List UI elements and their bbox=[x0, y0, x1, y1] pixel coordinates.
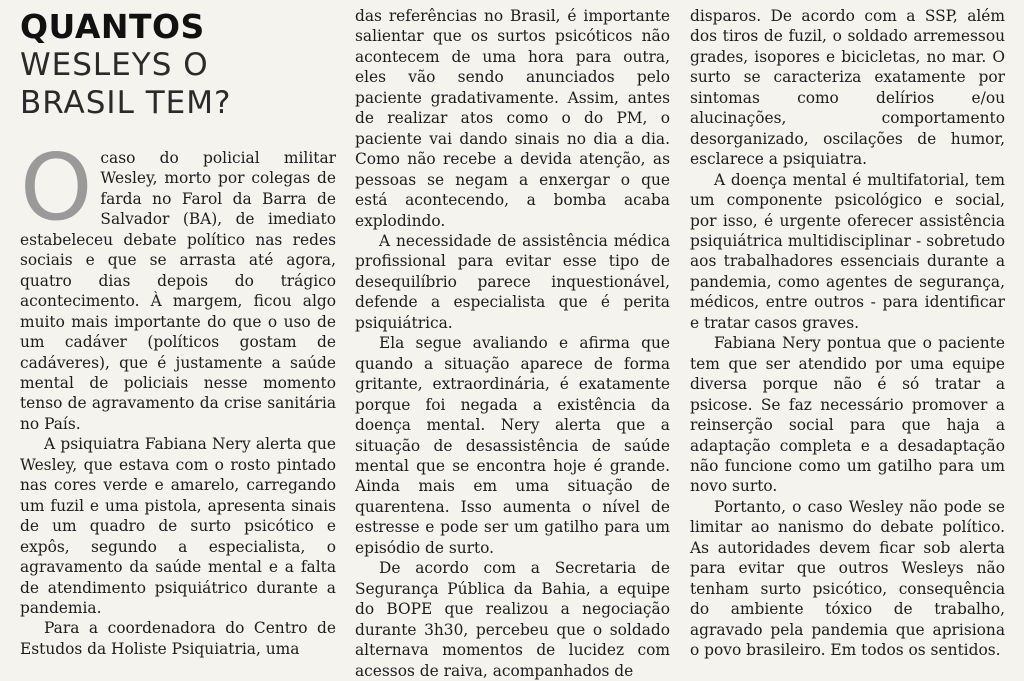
paragraph: De acordo com a Secretaria de Segurança Pública da Bahia, a equipe do BOPE que realizou a negociação durante 3h30, percebeu que o soldado alternava momentos de lucidez com acessos de raiva, acompanhados de bbox=[355, 559, 670, 680]
paragraph: Portanto, o caso Wesley não pode se limitar ao nanismo do debate político. As autoridades devem ficar sob alerta para evitar que outros Wesleys não tenham surto psicótico, consequência do ambiente tóxico de trabalho, agravado pela pandemia que aprisiona o povo brasileiro. Em todos os sentidos. bbox=[690, 497, 1005, 660]
drop-cap: O bbox=[20, 134, 93, 241]
lead-text: caso do policial militar Wesley, morto por colegas de farda no Farol da Barra de Salvador (BA), de imediato estabeleceu debate político nas redes sociais e que se arrasta até agora, quatro dias depois do trágico acontecimento. À margem, ficou algo muito mais importante do que o uso de um cadáver (políticos gostam de cadáveres), que é justamente a saúde mental de policiais nesse momento tenso de agravamento da crise sanitária no País. bbox=[20, 149, 336, 433]
paragraph: das referências no Brasil, é importante salientar que os surtos psicóticos não acontecem de uma hora para outra, eles vão sendo anunciados pelo paciente gradativamente. Assim, antes de realizar atos como o do PM, o paciente vai dando sinais no dia a dia. Como não recebe a devida atenção, as pessoas se negam a enxergar o que está acontecendo, a bomba acaba explodindo. bbox=[355, 7, 670, 230]
headline-line-2: WESLEYS O bbox=[20, 47, 209, 83]
paragraph: A necessidade de assistência médica profissional para evitar esse tipo de desequilíbrio parece inquestionável, defende a especialista que é perita psiquiátrica. bbox=[355, 231, 670, 332]
paragraph: A psiquiatra Fabiana Nery alerta que Wesley, que estava com o rosto pintado nas cores verde e amarelo, carregando um fuzil e uma pistola, apresenta sinais de um quadro de surto psicótico e expôs, segundo a especialista, o agravamento da saúde mental e a falta de atendimento psiquiátrico durante a pandemia. bbox=[20, 435, 336, 617]
column-2 bbox=[355, 6, 670, 681]
column-3 bbox=[690, 6, 1005, 661]
column-1 bbox=[20, 6, 336, 659]
lead-paragraph bbox=[20, 134, 336, 434]
paragraph: Para a coordenadora do Centro de Estudos da Holiste Psiquiatria, uma bbox=[20, 619, 336, 658]
paragraph: Fabiana Nery pontua que o paciente tem que ser atendido por uma equipe diversa porque não é só tratar a psicose. Se faz necessário promover a reinserção social para que haja a adaptação completa e a desadaptação não funcione como um gatilho para um novo surto. bbox=[690, 334, 1005, 496]
paragraph: A doença mental é multifatorial, tem um componente psicológico e social, por isso, é urgente oferecer assistência psiquiátrica multidisciplinar - sobretudo aos trabalhadores essenciais durante a pandemia, como agentes de segurança, médicos, entre outros - para identificar e tratar casos graves. bbox=[690, 170, 1005, 332]
headline-line-1: QUANTOS bbox=[20, 7, 205, 46]
headline bbox=[20, 8, 336, 122]
headline-line-3: BRASIL TEM? bbox=[20, 85, 232, 121]
paragraph: Ela segue avaliando e afirma que quando a situação aparece de forma gritante, extraordinária, é exatamente porque foi negada a existência da doença mental. Nery alerta que a situação de desassistência de saúde mental que se encontra hoje é grande. Ainda mais em uma situação de quarentena. Isso aumenta o nível de estresse e pode ser um gatilho para um episódio de surto. bbox=[355, 334, 670, 557]
paragraph: disparos. De acordo com a SSP, além dos tiros de fuzil, o soldado arremessou grades, isopores e bicicletas, no mar. O surto se caracteriza exatamente por sintomas como delírios e/ou alucinações, comportamento desorganizado, oscilações de humor, esclarece a psiquiatra. bbox=[690, 7, 1005, 169]
